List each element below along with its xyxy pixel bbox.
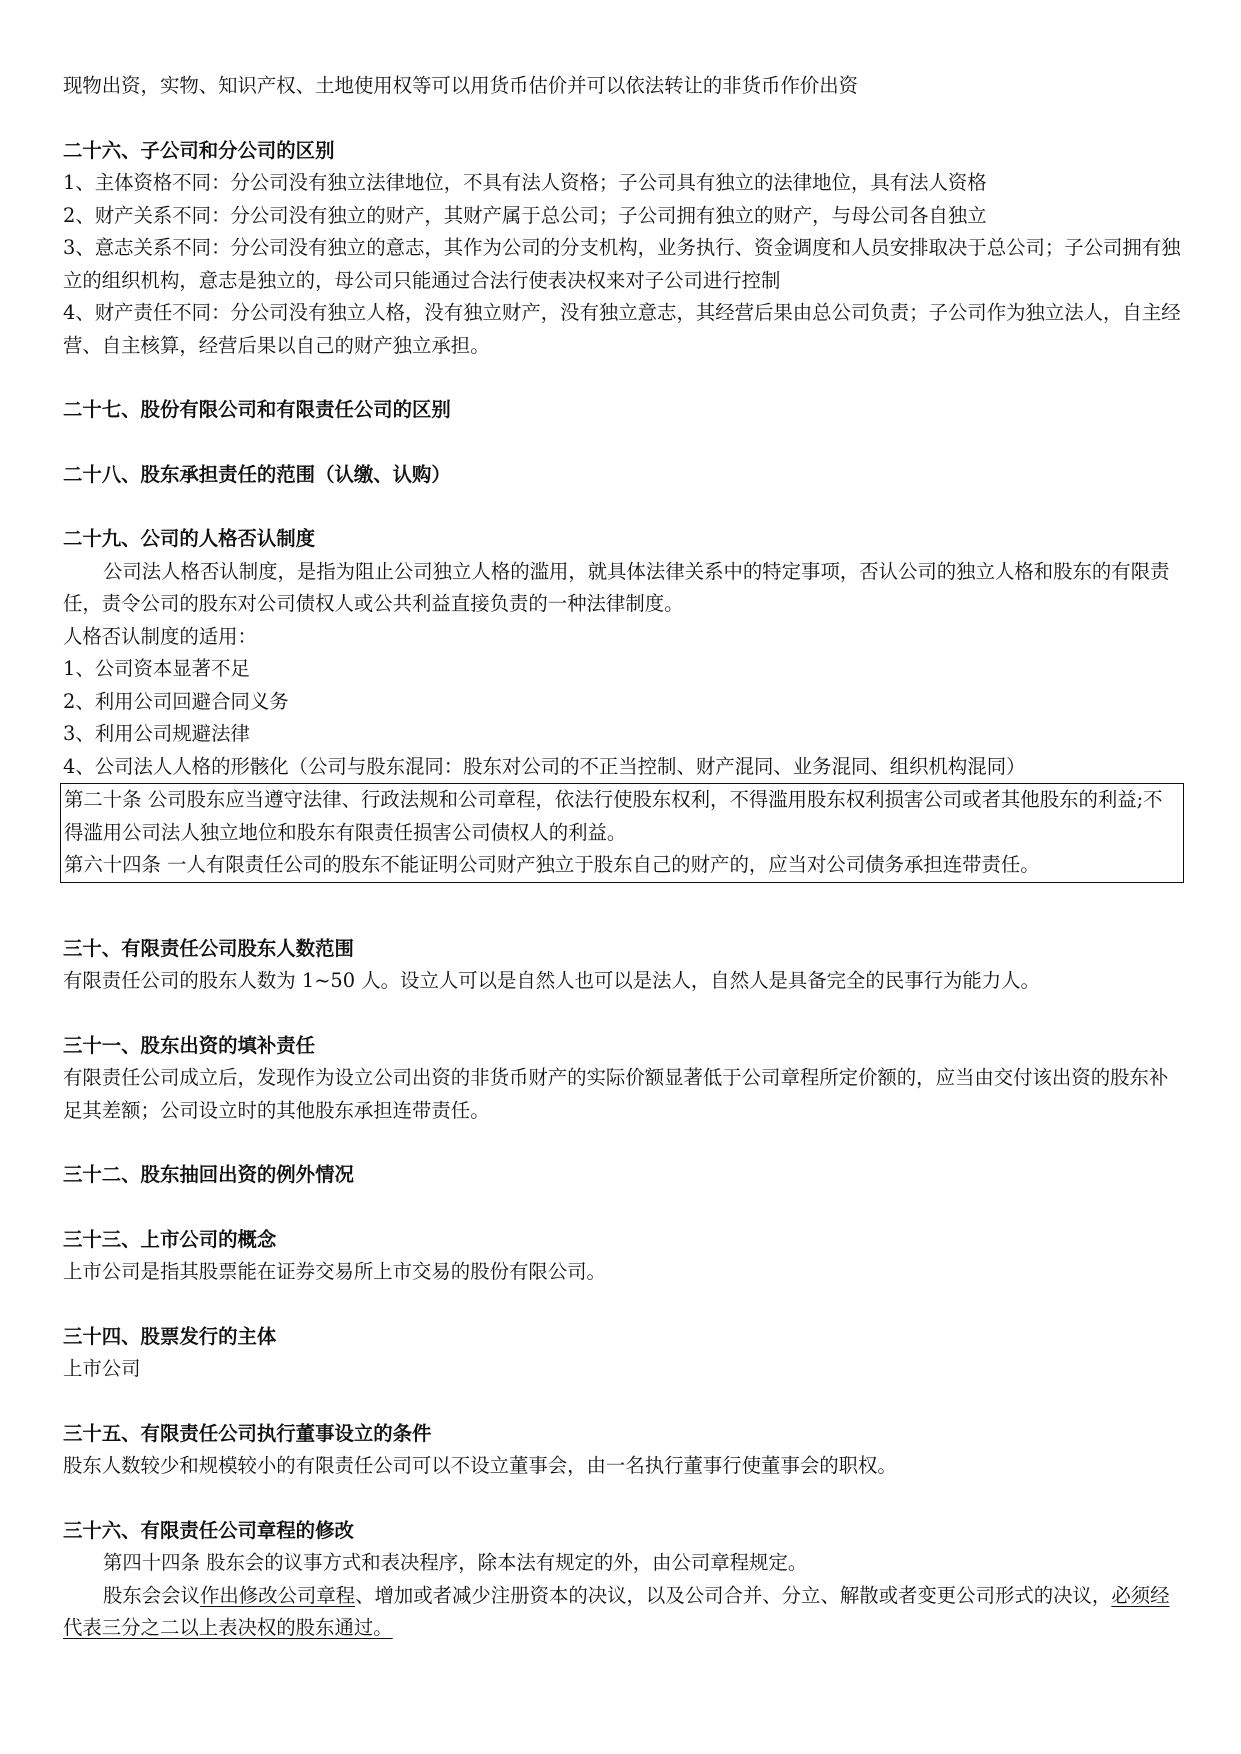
section-28-title: 二十八、股东承担责任的范围（认缴、认购） xyxy=(63,462,451,486)
intro-line: 现物出资，实物、知识产权、土地使用权等可以用货币估价并可以依法转让的非货币作价出资 xyxy=(63,74,859,97)
law-article-box xyxy=(60,783,1184,883)
article-20: 第二十条 公司股东应当遵守法律、行政法规和公司章程，依法行使股东权利，不得滥用股东权利损害公司或者其他股东的利益;不得滥用公司法人独立地位和股东有限责任损害公司债权人的利益。 xyxy=(64,788,1163,844)
section-34 xyxy=(63,1321,1183,1386)
section-36-paragraph xyxy=(63,1580,1183,1645)
section-33-text: 上市公司是指其股票能在证券交易所上市交易的股份有限公司。 xyxy=(63,1260,606,1283)
document-page xyxy=(63,70,1183,1645)
section-36 xyxy=(63,1515,1183,1645)
paragraph-start: 股东会会议 xyxy=(103,1583,200,1607)
section-33 xyxy=(63,1224,1183,1289)
section-32-title: 三十二、股东抽回出资的例外情况 xyxy=(63,1163,354,1186)
section-32 xyxy=(63,1159,1183,1192)
section-29 xyxy=(63,523,1183,883)
section-26 xyxy=(63,135,1183,363)
section-27-title: 二十七、股份有限公司和有限责任公司的区别 xyxy=(63,398,451,421)
section-29-item-2: 2、利用公司回避合同义务 xyxy=(63,689,289,713)
section-28 xyxy=(63,459,1183,492)
section-30-text: 有限责任公司的股东人数为 1~50 人。设立人可以是自然人也可以是法人，自然人是具备完全的民事行为能力人。 xyxy=(63,969,1040,992)
underlined-phrase-two-thirds: 必须经代表三分之二以上表决权的股东通过。 xyxy=(63,1583,1170,1639)
section-26-item-2: 2、财产关系不同：分公司没有独立的财产，其财产属于总公司；子公司拥有独立的财产，与母公司各自独立 xyxy=(63,203,987,227)
section-26-item-4: 4、财产责任不同：分公司没有独立人格，没有独立财产，没有独立意志，其经营后果由总公司负责；子公司作为独立法人，自主经营、自主核算，经营后果以自己的财产独立承担。 xyxy=(63,301,1181,357)
section-34-title: 三十四、股票发行的主体 xyxy=(63,1324,277,1348)
section-29-item-1: 1、公司资本显著不足 xyxy=(63,657,250,680)
section-30-title: 三十、有限责任公司股东人数范围 xyxy=(63,936,354,960)
section-26-title: 二十六、子公司和分公司的区别 xyxy=(63,138,335,162)
article-44: 第四十四条 股东会的议事方式和表决程序，除本法有规定的外，由公司章程规定。 xyxy=(103,1551,808,1574)
section-29-title: 二十九、公司的人格否认制度 xyxy=(63,527,316,550)
paragraph-middle: 、增加或者减少注册资本的决议，以及公司合并、分立、解散或者变更公司形式的决议， xyxy=(355,1583,1112,1607)
section-31-title: 三十一、股东出资的填补责任 xyxy=(63,1033,316,1057)
section-35-title: 三十五、有限责任公司执行董事设立的条件 xyxy=(63,1421,432,1445)
section-33-title: 三十三、上市公司的概念 xyxy=(63,1227,277,1251)
section-29-applies-label: 人格否认制度的适用： xyxy=(63,624,257,648)
article-64: 第六十四条 一人有限责任公司的股东不能证明公司财产独立于股东自己的财产的，应当对公司债务承担连带责任。 xyxy=(64,853,1040,876)
section-35-text: 股东人数较少和规模较小的有限责任公司可以不设立董事会，由一名执行董事行使董事会的职权。 xyxy=(63,1454,897,1477)
section-29-item-3: 3、利用公司规避法律 xyxy=(63,722,250,745)
section-35 xyxy=(63,1418,1183,1483)
section-31 xyxy=(63,1030,1183,1128)
section-29-paragraph: 公司法人格否认制度，是指为阻止公司独立人格的滥用，就具体法律关系中的特定事项，否认公司的独立人格和股东的有限责任，责令公司的股东对公司债权人或公共利益直接负责的一种法律制度。 xyxy=(63,559,1170,615)
section-34-text: 上市公司 xyxy=(63,1357,141,1380)
section-29-item-4: 4、公司法人人格的形骸化（公司与股东混同：股东对公司的不正当控制、财产混同、业务混同、组织机构混同） xyxy=(63,754,1026,778)
section-31-text: 有限责任公司成立后，发现作为设立公司出资的非货币财产的实际价额显著低于公司章程所定价额的，应当由交付该出资的股东补足其差额；公司设立时的其他股东承担连带责任。 xyxy=(63,1066,1169,1122)
section-30 xyxy=(63,933,1183,998)
section-36-title: 三十六、有限责任公司章程的修改 xyxy=(63,1518,354,1542)
section-27 xyxy=(63,394,1183,427)
section-26-item-3: 3、意志关系不同：分公司没有独立的意志，其作为公司的分支机构，业务执行、资金调度和人员安排取决于总公司；子公司拥有独立的组织机构，意志是独立的，母公司只能通过合法行使表决权来对子公司进行控制 xyxy=(63,236,1181,292)
underlined-phrase-amend-charter: 作出修改公司章程 xyxy=(199,1583,356,1607)
section-26-item-1: 1、主体资格不同：分公司没有独立法律地位，不具有法人资格；子公司具有独立的法律地位，具有法人资格 xyxy=(63,171,987,194)
